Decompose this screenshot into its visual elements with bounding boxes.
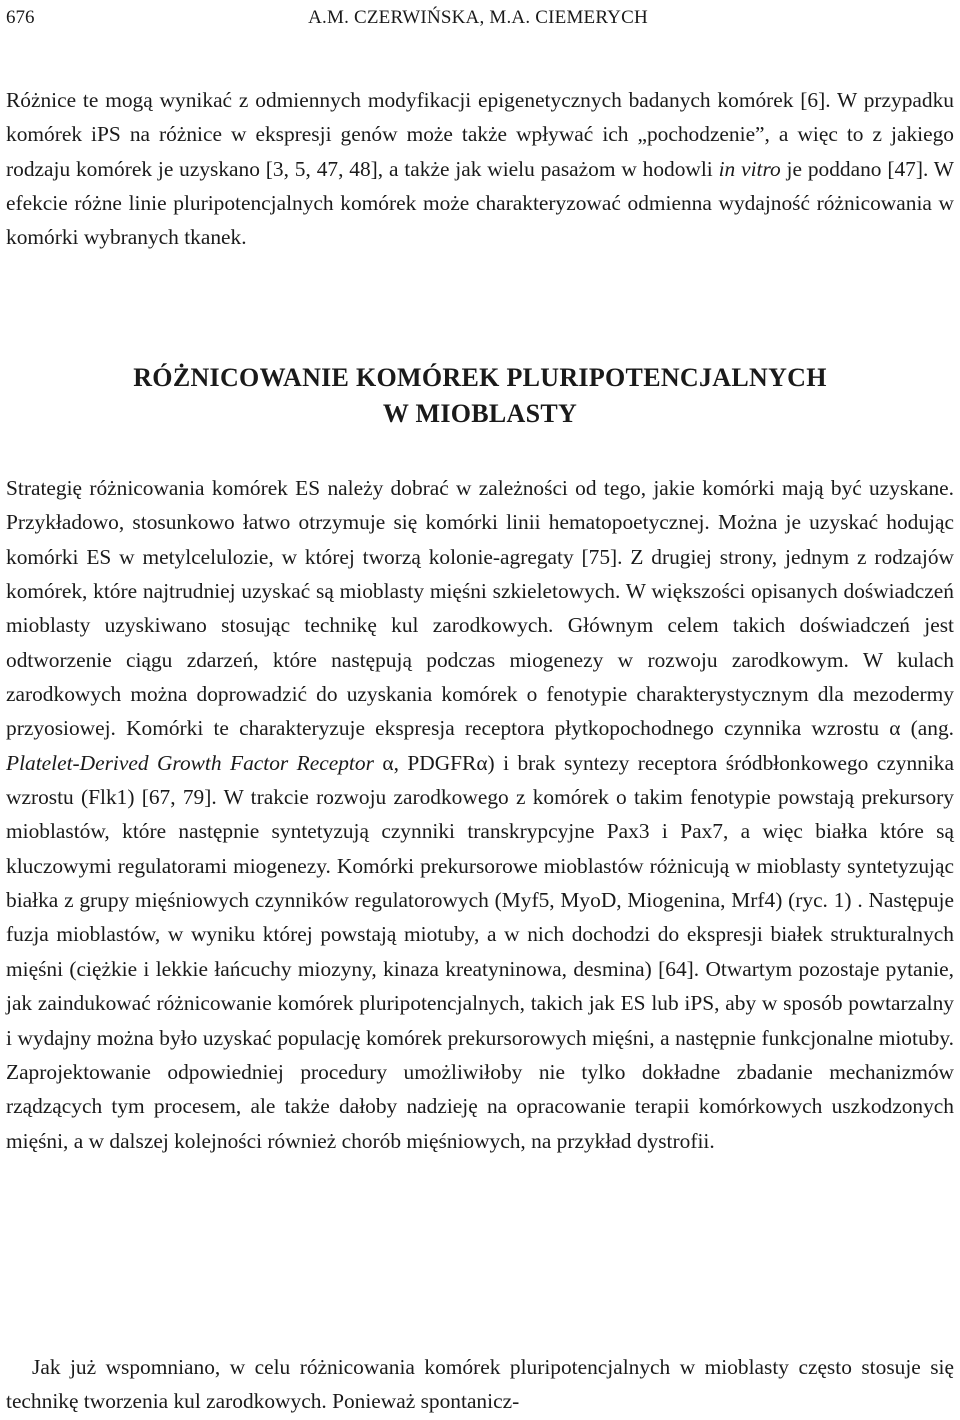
paragraph-intro-text-2: je poddano [47]. W efekcie różne linie pluripotencjalnych komórek może charakteryzować odmienna wydajność różnicowania w komórki wybranych tkanek. <box>6 156 954 250</box>
running-header <box>6 4 950 32</box>
page-number: 676 <box>6 7 35 28</box>
section-heading-line-2: W MIOBLASTY <box>382 399 578 428</box>
running-header-authors: A.M. CZERWIŃSKA, M.A. CIEMERYCH <box>308 7 648 28</box>
paragraph-differentiation-text-1: Strategię różnicowania komórek ES należy dobrać w zależności od tego, jakie komórki mają być uzyskane. Przykładowo, stosunkowo łatwo otrzymuje się komórki linii hematopoetycznej. Można je uzyskać hodując komórki ES w metylcelulozie, w której tworzą kolonie-agregaty [75]. Z drugiej strony, jednym z rodzajów komórek, które najtrudniej uzyskać są mioblasty mięśni szkieletowych. W większości opisanych doświadczeń mioblasty uzyskiwano stosując technikę kul zarodkowych. Głównym celem takich doświadczeń jest odtworzenie ciągu zdarzeń, które następują podczas miogenezy w rozwoju zarodkowym. W kulach zarodkowych można doprowadzić do uzyskania komórek o fenotypie charakterystycznym dla mezodermy przyosiowej. Komórki te charakteryzuje ekspresja receptora płytkopochodnego czynnika wzrostu α (ang. <box>6 476 954 741</box>
paragraph-continuation <box>6 1350 954 1419</box>
paragraph-intro <box>6 83 954 255</box>
section-heading <box>0 360 960 432</box>
paragraph-differentiation <box>6 471 954 1158</box>
paragraph-differentiation-italic: Platelet-Derived Growth Factor Receptor <box>6 750 374 775</box>
paragraph-intro-text-1: Różnice te mogą wynikać z odmiennych modyfikacji epigenetycznych badanych komórek [6]. W przypadku komórek iPS na różnice w ekspresji genów może także wpływać ich „pochodzenie”, a więc to z jakiego rodzaju komórek je uzyskano [3, 5, 47, 48], a także jak wielu pasażom w hodowli <box>6 88 954 181</box>
paragraph-intro-italic: in vitro <box>718 156 781 181</box>
section-heading-line-1: RÓŻNICOWANIE KOMÓREK PLURIPOTENCJALNYCH <box>133 363 827 392</box>
paragraph-continuation-text: Jak już wspomniano, w celu różnicowania komórek pluripotencjalnych w mioblasty często stosuje się technikę tworzenia kul zarodkowych. Ponieważ spontanicz- <box>6 1355 954 1414</box>
paragraph-differentiation-text-2: α, PDGFRα) i brak syntezy receptora śródbłonkowego czynnika wzrostu (Flk1) [67, 79]. W trakcie rozwoju zarodkowego z komórek o takim fenotypie powstają prekursory mioblastów, które następnie syntetyzują czynniki transkrypcyjne Pax3 i Pax7, a więc białka które są kluczowymi regulatorami miogenezy. Komórki prekursorowe mioblastów różnicują w mioblasty syntetyzując białka z grupy mięśniowych czynników regulatorowych (Myf5, MyoD, Miogenina, Mrf4) (ryc. 1) . Następuje fuzja mioblastów, w wyniku której powstają miotuby, a w nich dochodzi do ekspresji białek strukturalnych mięśni (ciężkie i lekkie łańcuchy miozyny, kinaza kreatyninowa, desmina) [64]. Otwartym pozostaje pytanie, jak zaindukować różnicowanie komórek pluripotencjalnych, takich jak ES lub iPS, aby w sposób powtarzalny i wydajny można było uzyskać populację komórek prekursorowych mięśni, a następnie funkcjonalne miotuby. Zaprojektowanie odpowiedniej procedury umożliwiłoby nie tylko dokładne zbadanie mechanizmów rządzących tym procesem, ale także dałoby nadzieję na opracowanie terapii komórkowych uszkodzonych mięśni, a w dalszej kolejności również chorób mięśniowych, na przykład dystrofii. <box>6 750 954 1153</box>
